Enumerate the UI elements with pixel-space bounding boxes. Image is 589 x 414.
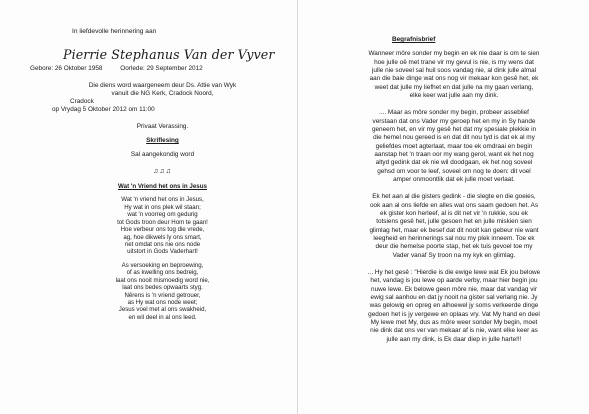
poem-line: tot Gods troon deur Hom te gaan! xyxy=(117,218,208,226)
letter-line: deur die hemelse poorte stap, het ek tuis gevoel toe my xyxy=(375,243,533,251)
letter-line: hoe julle oë met trane vir my gevul is nie, is my wens dat xyxy=(374,58,534,66)
dates-line xyxy=(30,65,295,73)
left-panel xyxy=(30,28,295,327)
private-cremation: Privaat Verassing. xyxy=(136,122,189,130)
letter-line: geliefdes moet agterlaat, maar toe ek omdraai en begin xyxy=(375,142,533,150)
letter-line: julle nie soveel sal huil soos vandag nie, al dink julle almal xyxy=(371,66,537,74)
poem-line: Nêrens is 'n vriend getrouer, xyxy=(124,291,201,299)
service-line: op Vrydag 5 Oktober 2012 om 11:00 xyxy=(52,105,155,113)
letter-line: was gelowig en opreg en alhoewel jy soms verkeerde dinge xyxy=(369,302,539,310)
letter-line: nie dink dat ons ver van mekaar af is nie, want elke keer as xyxy=(370,327,538,335)
skriflesing-text: Sal aangekondig word xyxy=(130,150,195,158)
deceased-name: Pierrie Stephanus Van der Vyver xyxy=(63,47,275,63)
letter-line: weet dat julle my liefhet en dat julle na my gaan verlang, xyxy=(374,83,534,91)
poem-stanza xyxy=(30,262,295,321)
letter-line: ek gister kon herleef, al is dit net vir 'n rukkie, sou ek xyxy=(380,209,528,217)
poem-line: laat ons bedes opwaarts styg. xyxy=(122,284,203,292)
right-panel xyxy=(330,36,578,353)
skriflesing-heading: Skriflesing xyxy=(146,136,179,144)
intro-text: In liefdevolle herinnering aan xyxy=(72,28,157,35)
poem xyxy=(30,196,295,321)
poem-line: Wat 'n vriend het ons in Jesus, xyxy=(121,196,204,204)
poem-line: uitstort in Gods Vaderhart! xyxy=(127,248,198,256)
letter-line: My lewe met My, dus as môre weer sonder My begin, moet xyxy=(370,318,538,326)
letter-line: gedoen het is jy vergewe en oplaas vry. Vat My hand en deel xyxy=(368,310,540,318)
letter-line: julle aan my dink, is Ek daar diep in julle harte!!! xyxy=(386,335,522,343)
poem-line: Hy wat in ons plek wil staan; xyxy=(124,203,201,211)
poem-title: Wat 'n Vriend het ons in Jesus xyxy=(118,182,207,190)
poem-line: ag, hoe dikwels ly ons smart, xyxy=(123,233,202,241)
poem-line: Jesus voel met al ons swakheid, xyxy=(118,306,207,314)
letter-line: totsiens gesê het, julle gesoen het en julle miskien sien xyxy=(376,218,532,226)
poem-line: as Hy wat ons node weet; xyxy=(127,298,198,306)
poem-line: of as kwelling ons bedreig, xyxy=(126,269,199,277)
poem-line: Hoe verbeur ons tog die vrede, xyxy=(120,226,205,234)
birth-date: Gebore: 26 Oktober 1958 xyxy=(30,64,103,72)
letter-line: Vader vanaf Sy troon na my kyk en glimlag. xyxy=(392,251,516,259)
poem-line: net omdat ons nie ons node xyxy=(124,241,201,248)
letter-paragraph xyxy=(330,109,578,184)
letter-line: .... Maar as môre sonder my begin, probeer asseblief xyxy=(379,109,529,117)
poem-stanza xyxy=(30,196,295,255)
letter-line: nuwe lewe. Ek belowe geen môre nie, maar dat vandag vir xyxy=(371,285,537,293)
letter-line: ook aan al ons liefde en alles wat ons saam gedoen het. As xyxy=(369,201,539,209)
service-details xyxy=(30,82,295,114)
letter-paragraph xyxy=(330,50,578,100)
letter-paragraph xyxy=(330,269,578,344)
letter-line: Ek het aan al die gisters gedink - die slegte en die goeies, xyxy=(372,193,536,201)
poem-line: As versoeking en beproewing, xyxy=(121,261,204,269)
letter-line: geneem het, en vir my gesê het dat my spesiale plekkie in xyxy=(371,125,537,133)
death-date: Oorlede: 29 September 2012 xyxy=(120,64,203,72)
letter-line: elke keer wat julle aan my dink. xyxy=(409,91,499,99)
service-line: Cradock xyxy=(70,97,94,105)
letter-line: Wanneer môre sonder my begin en ek nie daar is om te sien xyxy=(368,50,540,58)
letter-line: gehsd om voor te leef, soveel om nog te doen: dit voel xyxy=(377,167,531,175)
fold-line xyxy=(297,0,298,414)
letter-line: altyd gedink dat ek nie wil doodgaan, ek het nog soveel xyxy=(375,159,533,167)
poem-line: laat ons nooit mismoedig word nie, xyxy=(115,276,210,284)
letter-line: ewig sal aanhou en dat jy nooit na gister sal verlang nie. Jy xyxy=(370,293,538,301)
poem-line: wat 'n voorreg om gedurig xyxy=(127,211,198,219)
letter-line: ... Hy het gesê : "Hierdie is die ewige lewe wat Ek jou belowe xyxy=(367,268,541,276)
letter-line: verstaan dat ons Vader my geroep het en my in Sy hande xyxy=(372,117,536,125)
poem-line: en wil deel in al ons leed. xyxy=(128,313,197,321)
letter-line: die hemel nou gereed is en dat dit nou tyd is dat ek al my xyxy=(373,134,535,142)
music-notes-icon: ♫♫♫ xyxy=(153,167,172,175)
service-line: vanuit die NG Kerk, Cradock Noord, xyxy=(111,89,214,97)
service-line: Die diens word waargeneem deur Ds. Attie van Wyk xyxy=(88,81,237,89)
letter-line: glimlag het, maar ek besef dat dit nooit kan gebeur nie want xyxy=(369,226,539,234)
letter-paragraph xyxy=(330,193,578,260)
letter-line: leegheid en herinnerings sal nou my plek inneem. Toe ek xyxy=(373,234,535,242)
letter-line: aan die baie dinge wat ons nog vir mekaar kon gesê het, ek xyxy=(369,75,539,83)
letter-line: aanstap het 'n traan oor my wang gerol, want ek het nog xyxy=(374,150,534,158)
letter-line: het, vandag is jou lewe op aarde verby, maar hier begin jou xyxy=(370,277,538,285)
letter-title: Begrafnisbrief xyxy=(392,36,436,43)
letter-line: amper onmoontlik dat ek julle moet verlaat. xyxy=(393,175,515,183)
